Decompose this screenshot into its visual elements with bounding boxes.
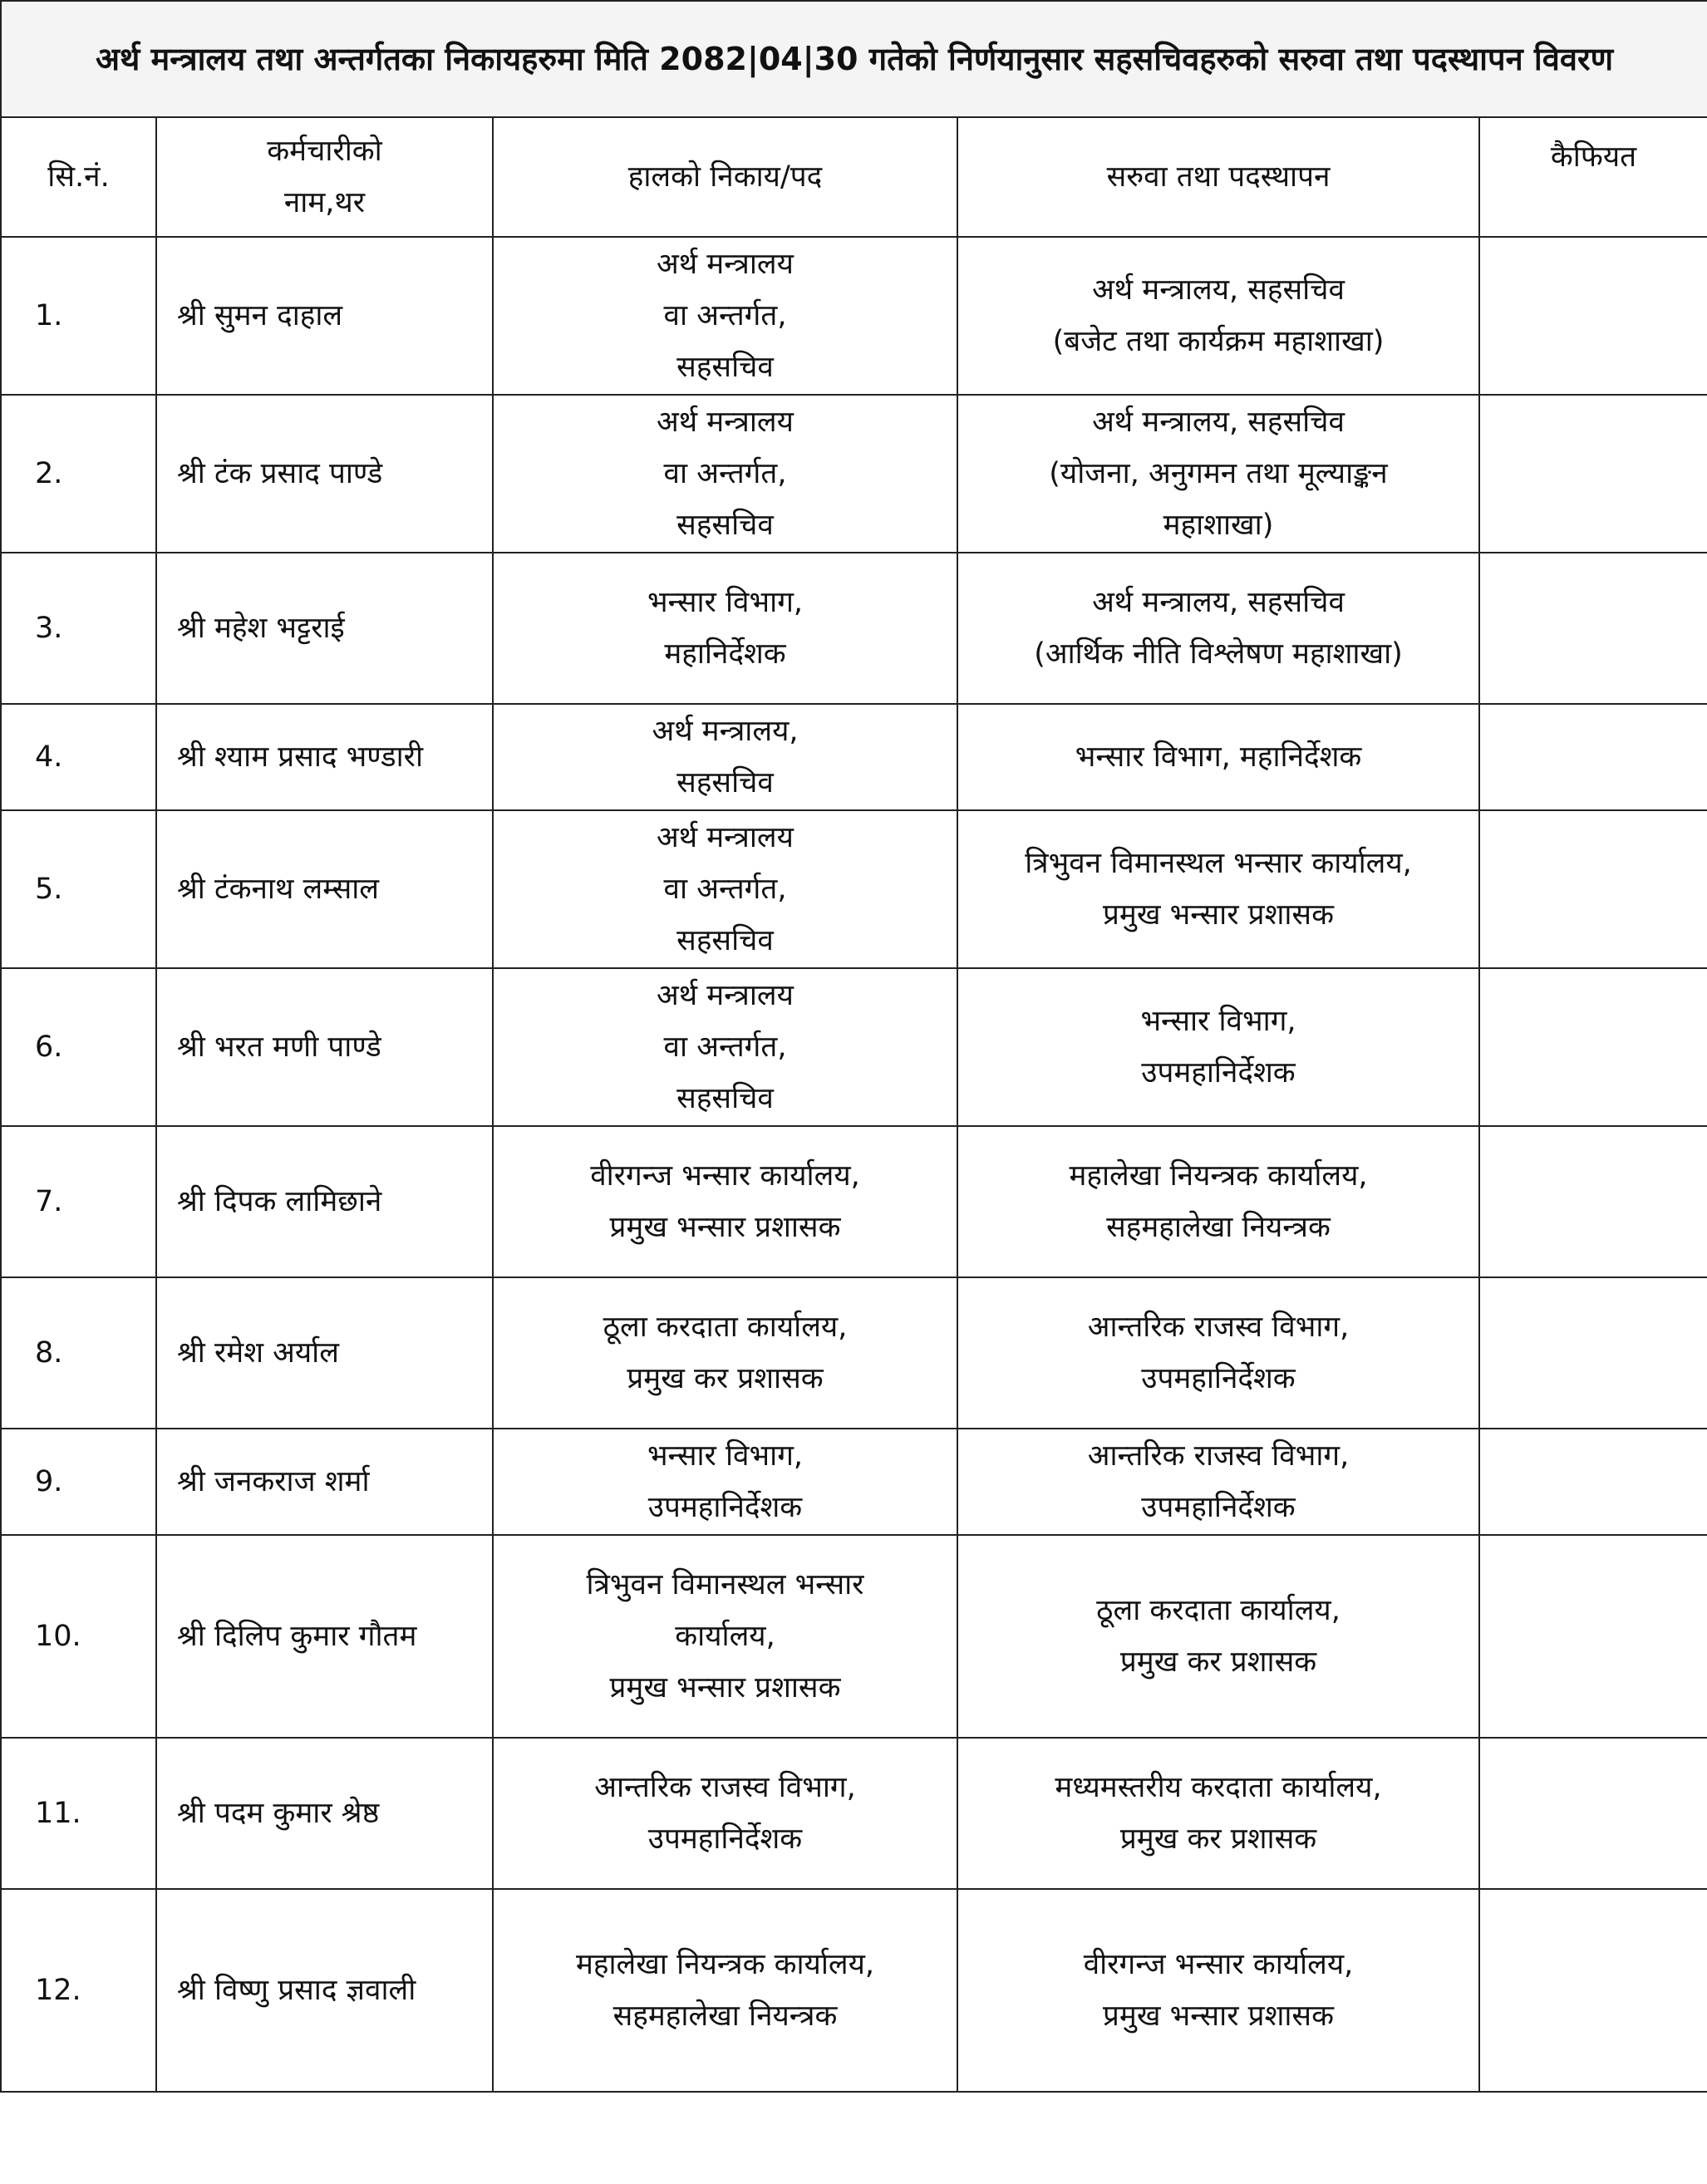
cell-remarks (1479, 1889, 1707, 2092)
current-post-line: ठूला करदाता कार्यालय, (603, 1311, 848, 1344)
header-employee-name-line2: नाम,थर (283, 186, 366, 219)
transfer-post-line: महाशाखा) (1163, 509, 1274, 542)
current-post-line: सहसचिव (676, 351, 774, 384)
current-post-line: प्रमुख कर प्रशासक (627, 1362, 824, 1395)
cell-serial: 7. (1, 1126, 156, 1277)
current-post-line: आन्तरिक राजस्व विभाग, (594, 1771, 856, 1804)
cell-serial: 10. (1, 1535, 156, 1738)
transfer-post-line: वीरगन्ज भन्सार कार्यालय, (1083, 1948, 1354, 1981)
current-post-line: सहसचिव (676, 509, 774, 542)
current-post-line: वा अन्तर्गत, (663, 1031, 787, 1064)
current-post-line: अर्थ मन्त्रालय (657, 821, 794, 854)
current-post-line: महानिर्देशक (664, 637, 786, 671)
cell-current-post (493, 968, 957, 1126)
cell-current-post (493, 1535, 957, 1738)
transfer-post-line: प्रमुख भन्सार प्रशासक (1103, 898, 1334, 932)
cell-serial: 3. (1, 553, 156, 704)
cell-remarks (1479, 1126, 1707, 1277)
cell-serial: 8. (1, 1277, 156, 1429)
cell-current-post (493, 237, 957, 395)
cell-transfer-post (957, 1277, 1479, 1429)
cell-current-post (493, 1889, 957, 2092)
current-post-line: अर्थ मन्त्रालय, (652, 715, 799, 748)
cell-serial: 4. (1, 704, 156, 810)
cell-employee-name: श्री पदम कुमार श्रेष्ठ (156, 1738, 493, 1889)
current-post-line: त्रिभुवन विमानस्थल भन्सार (586, 1568, 864, 1601)
current-post-line: अर्थ मन्त्रालय (657, 979, 794, 1012)
transfer-post-line: महालेखा नियन्त्रक कार्यालय, (1069, 1159, 1368, 1193)
transfer-post-line: ठूला करदाता कार्यालय, (1096, 1594, 1341, 1627)
cell-transfer-post (957, 395, 1479, 553)
cell-remarks (1479, 237, 1707, 395)
cell-remarks (1479, 1738, 1707, 1889)
cell-employee-name: श्री टंकनाथ लम्साल (156, 810, 493, 968)
cell-serial: 9. (1, 1429, 156, 1535)
cell-transfer-post (957, 968, 1479, 1126)
cell-transfer-post (957, 1889, 1479, 2092)
transfer-post-line: त्रिभुवन विमानस्थल भन्सार कार्यालय, (1025, 847, 1412, 880)
current-post-line: सहसचिव (676, 924, 774, 957)
table-row (1, 1277, 1707, 1429)
transfer-post-line: सहमहालेखा नियन्त्रक (1106, 1211, 1331, 1244)
cell-current-post (493, 1738, 957, 1889)
cell-employee-name: श्री टंक प्रसाद पाण्डे (156, 395, 493, 553)
cell-employee-name: श्री श्याम प्रसाद भण्डारी (156, 704, 493, 810)
cell-employee-name: श्री दिलिप कुमार गौतम (156, 1535, 493, 1738)
table-body (1, 237, 1707, 2092)
header-remarks: कैफियत (1479, 117, 1707, 237)
current-post-line: कार्यालय, (675, 1620, 775, 1653)
cell-current-post (493, 395, 957, 553)
current-post-line: प्रमुख भन्सार प्रशासक (609, 1211, 841, 1244)
cell-transfer-post (957, 810, 1479, 968)
cell-employee-name: श्री महेश भट्टराई (156, 553, 493, 704)
current-post-line: प्रमुख भन्सार प्रशासक (609, 1671, 841, 1704)
table-row (1, 1889, 1707, 2092)
current-post-line: भन्सार विभाग, (647, 1439, 804, 1473)
current-post-line: महालेखा नियन्त्रक कार्यालय, (575, 1948, 875, 1981)
table-row (1, 968, 1707, 1126)
cell-remarks (1479, 968, 1707, 1126)
header-transfer-post: सरुवा तथा पदस्थापन (957, 117, 1479, 237)
cell-remarks (1479, 1277, 1707, 1429)
cell-current-post (493, 1429, 957, 1535)
cell-employee-name: श्री दिपक लामिछाने (156, 1126, 493, 1277)
cell-remarks (1479, 704, 1707, 810)
table-row (1, 810, 1707, 968)
transfer-post-line: अर्थ मन्त्रालय, सहसचिव (1092, 273, 1345, 307)
current-post-line: अर्थ मन्त्रालय (657, 248, 794, 281)
cell-transfer-post (957, 1738, 1479, 1889)
current-post-line: सहमहालेखा नियन्त्रक (612, 2000, 838, 2033)
document-title: अर्थ मन्त्रालय तथा अन्तर्गतका निकायहरुमा मिति 2082|04|30 गतेको निर्णयानुसार सहसचिवहरुको सरुवा तथा पदस्थापन विवरण (1, 1, 1707, 117)
transfer-post-line: उपमहानिर्देशक (1141, 1491, 1296, 1524)
current-post-line: सहसचिव (676, 766, 774, 799)
transfer-post-line: (बजेट तथा कार्यक्रम महाशाखा) (1052, 325, 1385, 358)
transfer-post-line: उपमहानिर्देशक (1141, 1056, 1296, 1090)
header-employee-name (156, 117, 493, 237)
header-current-post: हालको निकाय/पद (493, 117, 957, 237)
cell-remarks (1479, 1429, 1707, 1535)
cell-remarks (1479, 553, 1707, 704)
cell-current-post (493, 553, 957, 704)
cell-employee-name: श्री जनकराज शर्मा (156, 1429, 493, 1535)
cell-transfer-post (957, 553, 1479, 704)
transfer-post-line: आन्तरिक राजस्व विभाग, (1087, 1311, 1350, 1344)
current-post-line: वा अन्तर्गत, (663, 457, 787, 490)
transfer-post-line: आन्तरिक राजस्व विभाग, (1087, 1439, 1350, 1473)
cell-current-post (493, 810, 957, 968)
transfer-post-line: प्रमुख कर प्रशासक (1119, 1645, 1317, 1679)
cell-serial: 5. (1, 810, 156, 968)
header-employee-name-line1: कर्मचारीको (267, 135, 382, 168)
cell-current-post (493, 1126, 957, 1277)
cell-transfer-post (957, 1126, 1479, 1277)
current-post-line: उपमहानिर्देशक (647, 1491, 803, 1524)
cell-serial: 11. (1, 1738, 156, 1889)
current-post-line: वा अन्तर्गत, (663, 299, 787, 332)
cell-transfer-post (957, 1535, 1479, 1738)
current-post-line: उपमहानिर्देशक (647, 1822, 803, 1856)
cell-employee-name: श्री भरत मणी पाण्डे (156, 968, 493, 1126)
cell-serial: 1. (1, 237, 156, 395)
cell-serial: 6. (1, 968, 156, 1126)
table-row (1, 553, 1707, 704)
current-post-line: वीरगन्ज भन्सार कार्यालय, (590, 1159, 860, 1193)
current-post-line: सहसचिव (676, 1082, 774, 1115)
transfer-post-line: अर्थ मन्त्रालय, सहसचिव (1092, 406, 1345, 439)
transfer-post-line: अर्थ मन्त्रालय, सहसचिव (1092, 586, 1345, 619)
cell-serial: 12. (1, 1889, 156, 2092)
transfer-post-line: प्रमुख कर प्रशासक (1119, 1822, 1317, 1856)
transfer-post-line: भन्सार विभाग, (1140, 1005, 1296, 1038)
cell-remarks (1479, 810, 1707, 968)
transfer-post-line: (आर्थिक नीति विश्लेषण महाशाखा) (1034, 637, 1403, 671)
header-serial: सि.नं. (1, 117, 156, 237)
current-post-line: भन्सार विभाग, (647, 586, 804, 619)
current-post-line: वा अन्तर्गत, (663, 873, 787, 906)
transfer-post-line: प्रमुख भन्सार प्रशासक (1103, 2000, 1334, 2033)
transfer-post-line: मध्यमस्तरीय करदाता कार्यालय, (1055, 1771, 1382, 1804)
table-row (1, 1126, 1707, 1277)
cell-transfer-post (957, 237, 1479, 395)
cell-remarks (1479, 1535, 1707, 1738)
transfer-post-line: भन्सार विभाग, महानिर्देशक (1075, 740, 1362, 774)
table-row (1, 395, 1707, 553)
cell-employee-name: श्री सुमन दाहाल (156, 237, 493, 395)
table-row (1, 1738, 1707, 1889)
cell-current-post (493, 1277, 957, 1429)
transfer-post-line: (योजना, अनुगमन तथा मूल्याङ्कन (1049, 457, 1388, 490)
cell-employee-name: श्री विष्णु प्रसाद ज्ञवाली (156, 1889, 493, 2092)
cell-remarks (1479, 395, 1707, 553)
transfer-post-line: उपमहानिर्देशक (1141, 1362, 1296, 1395)
current-post-line: अर्थ मन्त्रालय (657, 406, 794, 439)
cell-serial: 2. (1, 395, 156, 553)
table-row (1, 237, 1707, 395)
cell-transfer-post (957, 1429, 1479, 1535)
table-header-row (1, 117, 1707, 237)
cell-transfer-post (957, 704, 1479, 810)
table-row (1, 1429, 1707, 1535)
table-row (1, 704, 1707, 810)
cell-current-post (493, 704, 957, 810)
table-row (1, 1535, 1707, 1738)
cell-employee-name: श्री रमेश अर्याल (156, 1277, 493, 1429)
